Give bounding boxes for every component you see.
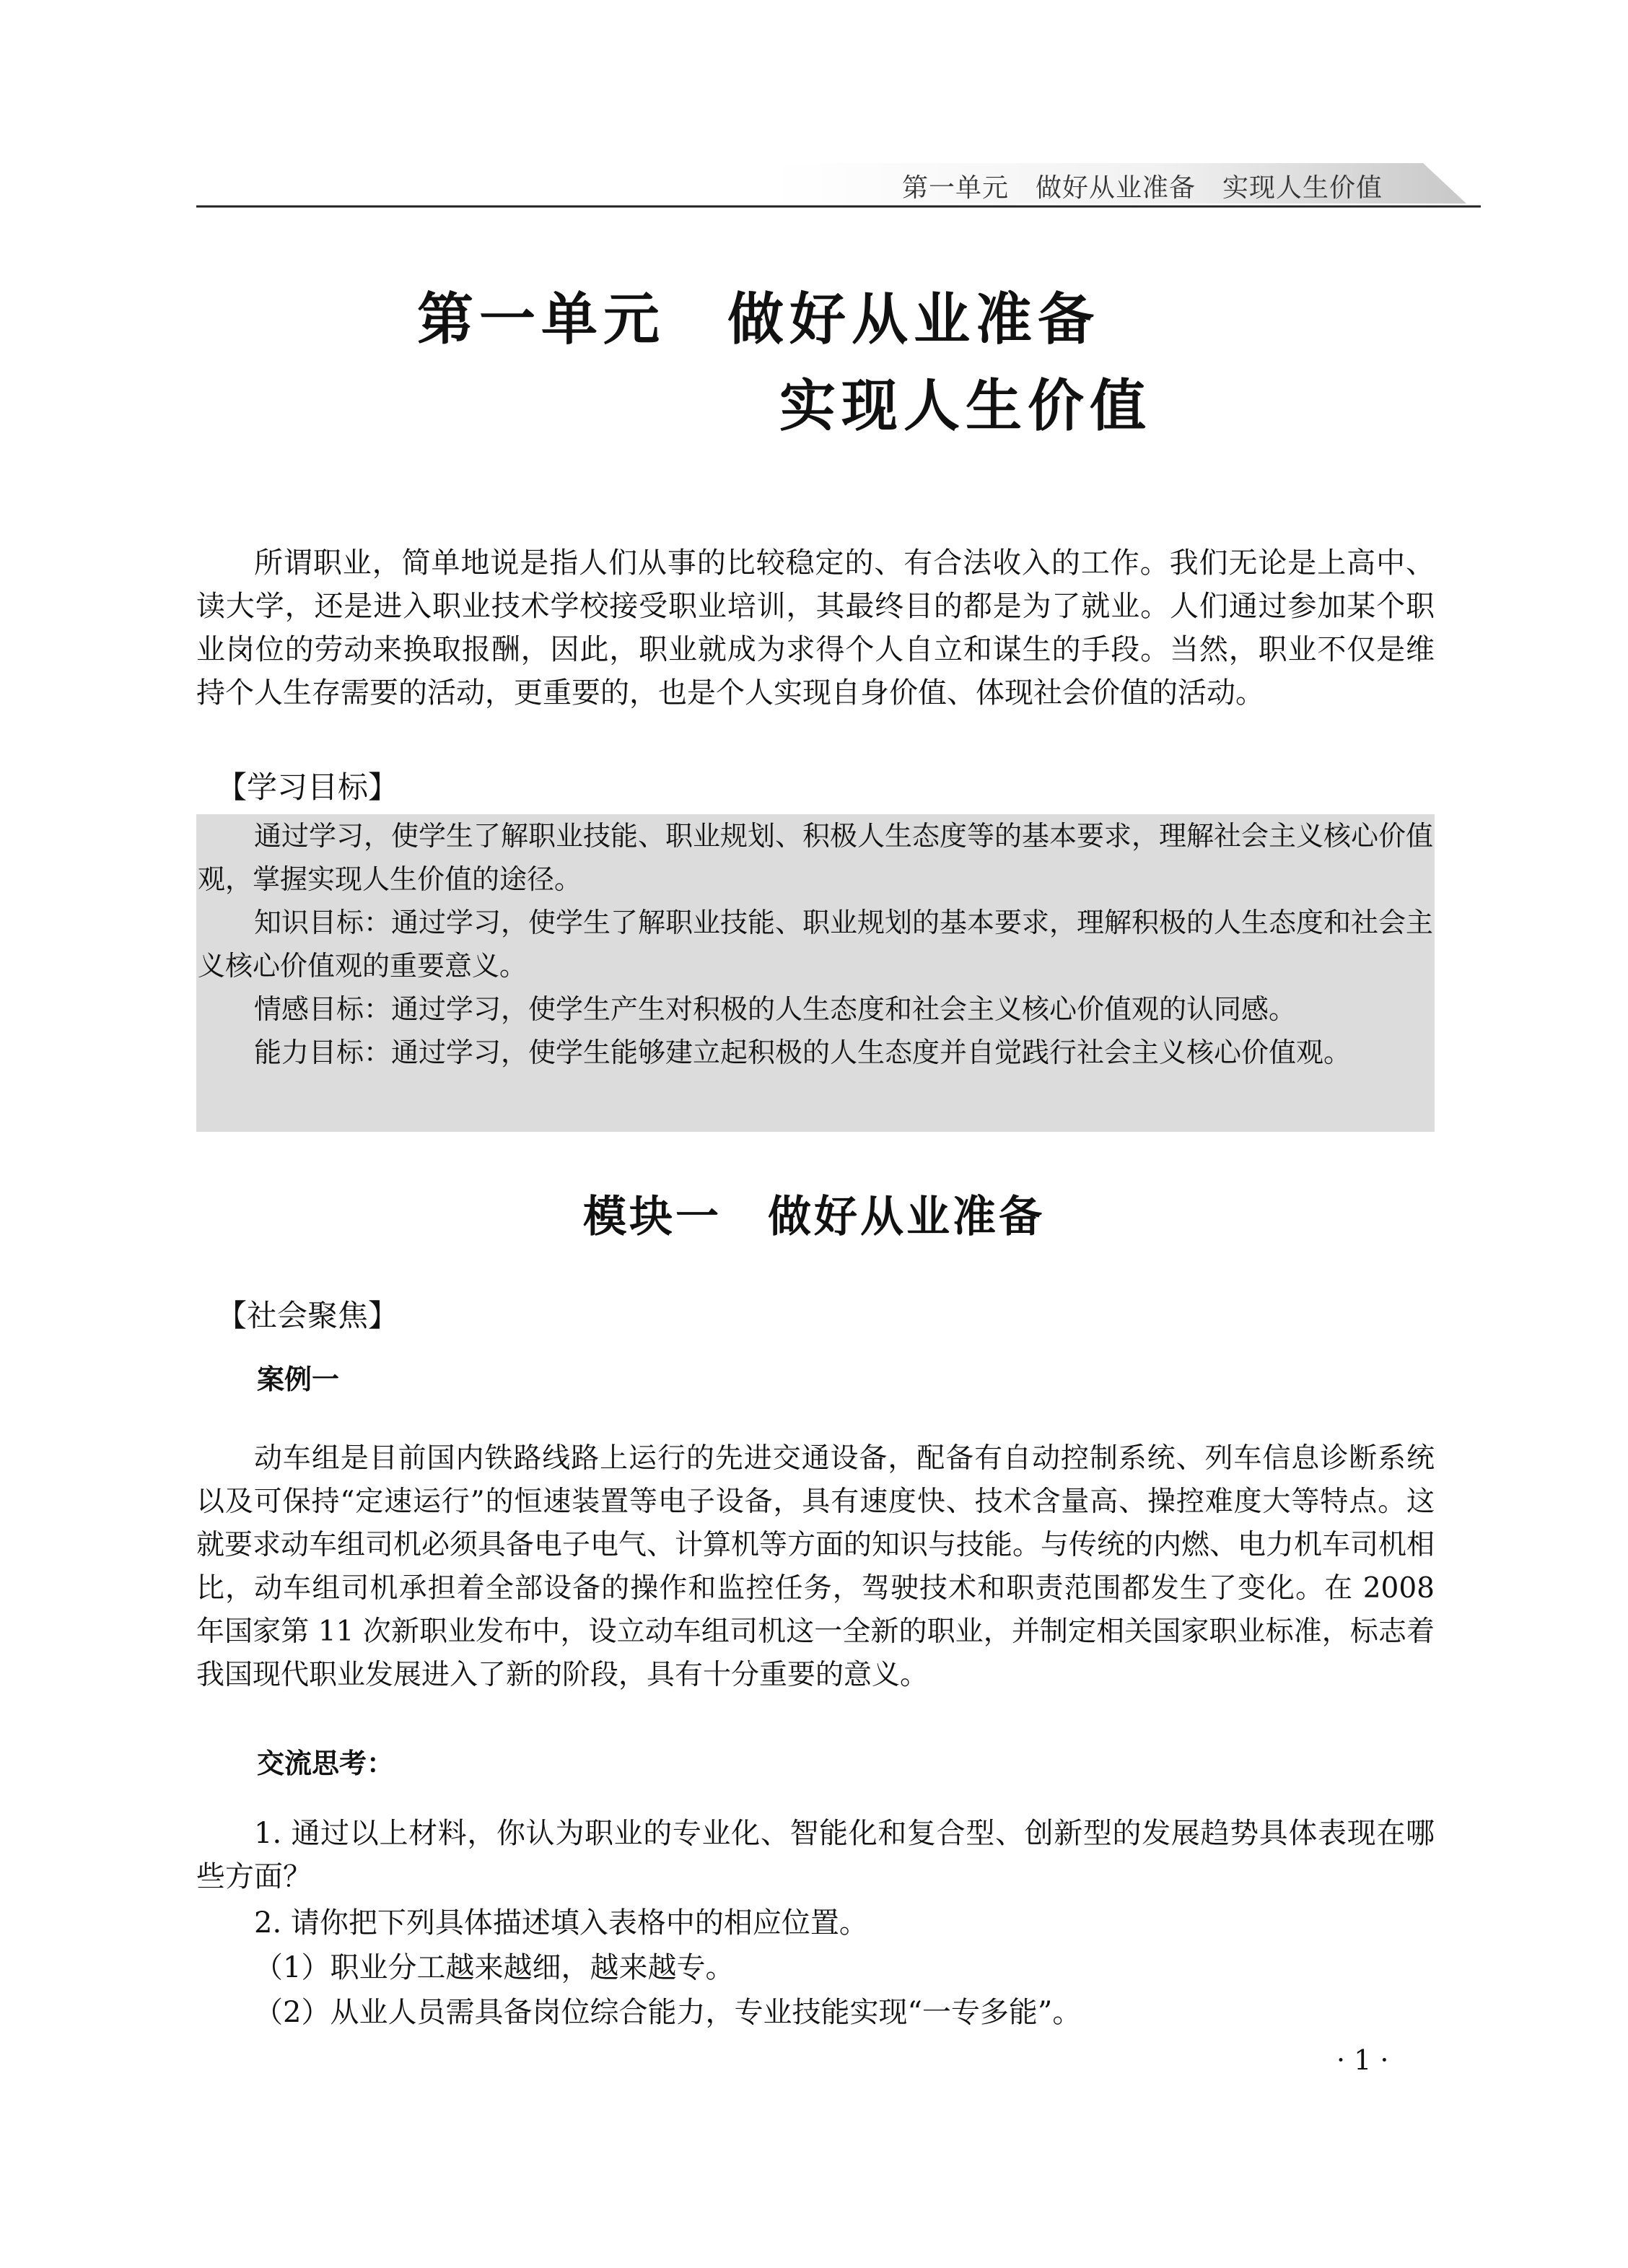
question-item: 1. 通过以上材料，你认为职业的专业化、智能化和复合型、创新型的发展趋势具体表现在哪些方面？: [196, 1817, 1435, 1893]
unit-title-line1: 第一单元 做好从业准备: [417, 287, 1100, 352]
case-paragraph: 动车组是目前国内铁路线路上运行的先进交通设备，配备有自动控制系统、列车信息诊断系统以及可保持“定速运行”的恒速装置等电子设备，具有速度快、技术含量高、操控难度大等特点。这就要求动车组司机必须具备电子电气、计算机等方面的知识与技能。与传统的内燃、电力机车司机相比，动车组司机承担着全部设备的操作和监控任务，驾驶技术和职责范围都发生了变化。在 2008 年国家第 11 次新职业发布中，设立动车组司机这一全新的职业，并制定相关国家职业标准，标志着我国现代职业发展进入了新的阶段，具有十分重要的意义。: [196, 1442, 1435, 1691]
goals-paragraph: 知识目标：通过学习，使学生了解职业技能、职业规划的基本要求，理解积极的人生态度和社会主义核心价值观的重要意义。: [198, 907, 1434, 982]
page-number: · 1 ·: [1336, 2044, 1389, 2076]
social-focus-label: 【社会聚焦】: [216, 1298, 399, 1333]
goals-paragraph: 通过学习，使学生了解职业技能、职业规划、积极人生态度等的基本要求，理解社会主义核心价值观，掌握实现人生价值的途径。: [198, 820, 1434, 895]
running-title: 第一单元 做好从业准备 实现人生价值: [901, 173, 1383, 203]
module-title: 模块一 做好从业准备: [583, 1192, 1045, 1242]
intro-paragraph: 所谓职业，简单地说是指人们从事的比较稳定的、有合法收入的工作。我们无论是上高中、读大学，还是进入职业技术学校接受职业培训，其最终目的都是为了就业。人们通过参加某个职业岗位的劳动来换取报酬，因此，职业就成为求得个人自立和谋生的手段。当然，职业不仅是维持个人生存需要的活动，更重要的，也是个人实现自身价值、体现社会价值的活动。: [196, 546, 1435, 710]
goals-label: 【学习目标】: [216, 769, 399, 805]
think-label: 交流思考：: [257, 1748, 395, 1779]
question-item: （2）从业人员需具备岗位综合能力，专业技能实现“一专多能”。: [254, 1996, 1082, 2029]
goals-paragraph: 能力目标：通过学习，使学生能够建立起积极的人生态度并自觉践行社会主义核心价值观。: [254, 1037, 1352, 1068]
case-label: 案例一: [257, 1364, 340, 1395]
goals-paragraph: 情感目标：通过学习，使学生产生对积极的人生态度和社会主义核心价值观的认同感。: [254, 993, 1297, 1025]
goals-box: [196, 814, 1435, 1132]
unit-title-line2: 实现人生价值: [779, 374, 1152, 439]
question-item: 2. 请你把下列具体描述填入表格中的相应位置。: [254, 1906, 868, 1940]
question-item: （1）职业分工越来越细，越来越专。: [254, 1951, 735, 1984]
